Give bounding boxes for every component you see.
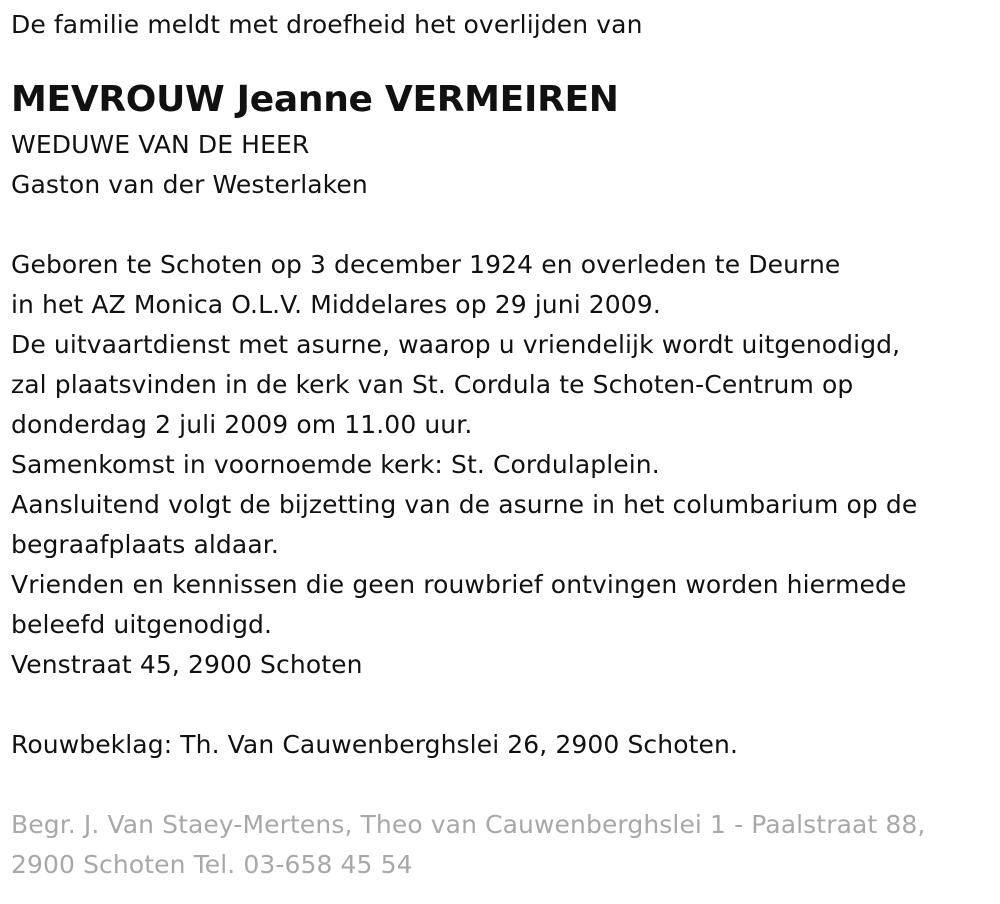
detail-line: Vrienden en kennissen die geen rouwbrief ontvingen worden hiermede — [11, 570, 907, 599]
detail-line: donderdag 2 juli 2009 om 11.00 uur. — [11, 410, 473, 439]
address-line: Venstraat 45, 2900 Schoten — [11, 650, 363, 679]
funeral-home-info — [11, 805, 991, 885]
condolences-address: Rouwbeklag: Th. Van Cauwenberghslei 26, 2900 Schoten. — [11, 730, 738, 759]
spouse-name: Gaston van der Westerlaken — [11, 170, 368, 199]
deceased-name: MEVROUW Jeanne VERMEIREN — [11, 79, 619, 120]
details-block — [11, 245, 991, 685]
detail-line: Geboren te Schoten op 3 december 1924 en overleden te Deurne — [11, 250, 841, 279]
detail-line: beleefd uitgenodigd. — [11, 610, 273, 639]
spacer — [11, 765, 991, 805]
detail-line: begraafplaats aldaar. — [11, 530, 279, 559]
funeral-home-line: Begr. J. Van Staey-Mertens, Theo van Cauwenberghslei 1 - Paalstraat 88, — [11, 810, 926, 839]
widow-line: WEDUWE VAN DE HEER — [11, 130, 310, 159]
funeral-home-line: 2900 Schoten Tel. 03-658 45 54 — [11, 850, 413, 879]
death-notice — [11, 0, 991, 885]
spacer — [11, 685, 991, 725]
detail-line: De uitvaartdienst met asurne, waarop u vriendelijk wordt uitgenodigd, — [11, 330, 901, 359]
detail-line: in het AZ Monica O.L.V. Middelares op 29 juni 2009. — [11, 290, 661, 319]
spacer — [11, 205, 991, 245]
intro-text: De familie meldt met droefheid het overlijden van — [11, 10, 643, 39]
detail-line: Samenkomst in voornoemde kerk: St. Cordulaplein. — [11, 450, 660, 479]
detail-line: Aansluitend volgt de bijzetting van de asurne in het columbarium op de — [11, 490, 918, 519]
detail-line: zal plaatsvinden in de kerk van St. Cordula te Schoten-Centrum op — [11, 370, 854, 399]
